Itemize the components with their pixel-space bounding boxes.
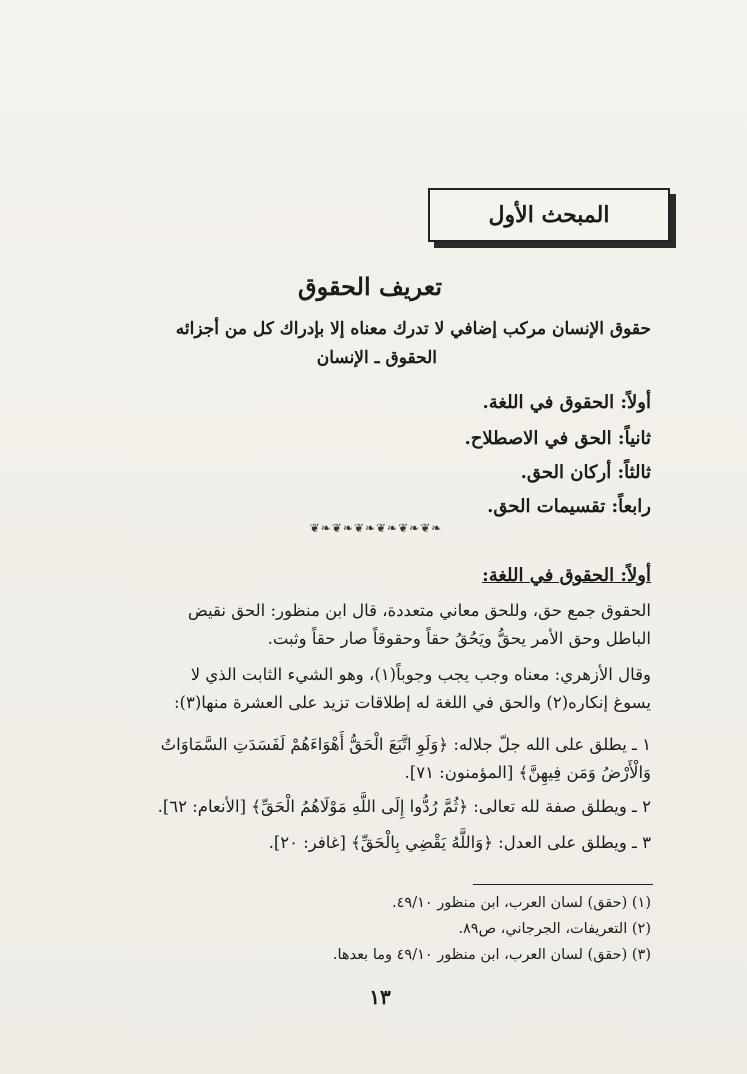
intro-line-1: حقوق الإنسان مركب إضافي لا تدرك معناه إلا بإدراك كل من أجزائه — [175, 319, 651, 339]
paragraph-line: ٢ ـ ويطلق صفة لله تعالى: ﴿ثُمَّ رُدُّوا إِلَى اللَّهِ مَوْلَاهُمُ الْحَقِّ﴾ [الأنعام: ٦٢]. — [157, 797, 651, 816]
intro-line-2: الحقوق ـ الإنسان — [316, 348, 437, 368]
outline-item-4: رابعاً: تقسيمات الحق. — [487, 496, 651, 517]
outline-item-1: أولاً: الحقوق في اللغة. — [482, 392, 651, 413]
footnote-separator — [473, 884, 653, 885]
outline-item-3: ثالثاً: أركان الحق. — [520, 462, 651, 483]
page-number: ١٣ — [369, 985, 391, 1009]
bleed-through-text — [120, 100, 124, 115]
paragraph-line: ١ ـ يطلق على الله جلّ جلاله: ﴿وَلَوِ اتَّبَعَ الْحَقُّ أَهْوَاءَهُمْ لَفَسَدَتِ السَّمَاوَاتُ — [160, 735, 651, 754]
paragraph-line: وَالْأَرْضُ وَمَن فِيهِنَّ﴾ [المؤمنون: ٧١]. — [404, 763, 651, 782]
outline-item-2: ثانياً: الحق في الاصطلاح. — [464, 428, 651, 449]
subsection-heading: أولاً: الحقوق في اللغة: — [482, 565, 651, 586]
section-heading-text: المبحث الأول — [488, 202, 610, 228]
paragraph-line: ٣ ـ ويطلق على العدل: ﴿وَاللَّهُ يَقْضِي بِالْحَقِّ﴾ [غافر: ٢٠]. — [268, 833, 651, 852]
footnote-2: (٢) التعريفات، الجرجاني، ص٨٩. — [458, 921, 651, 937]
paragraph-line: الباطل وحق الأمر يحقُّ ويَحُقُ حقاً وحقوقاً صار حقاً وثبت. — [267, 629, 651, 648]
footnote-1: (١) (حقق) لسان العرب، ابن منظور ٤٩/١٠. — [392, 895, 651, 911]
page-title: تعريف الحقوق — [297, 272, 442, 301]
footnote-3: (٣) (حقق) لسان العرب، ابن منظور ٤٩/١٠ وما بعدها. — [332, 947, 651, 963]
paragraph-line: وقال الأزهري: معناه وجب يجب وجوباً(١)، وهو الشيء الثابت الذي لا — [190, 665, 651, 684]
paragraph-line: يسوغ إنكاره(٢) والحق في اللغة له إطلاقات تزيد على العشرة منها(٣): — [173, 693, 651, 712]
section-heading-box — [428, 188, 670, 242]
ornament-divider: ❦❧❦❧❦❧❦❧❦❧❦❧ — [309, 521, 443, 535]
paragraph-line: الحقوق جمع حق، وللحق معاني متعددة، قال ابن منظور: الحق نقيض — [187, 601, 651, 620]
